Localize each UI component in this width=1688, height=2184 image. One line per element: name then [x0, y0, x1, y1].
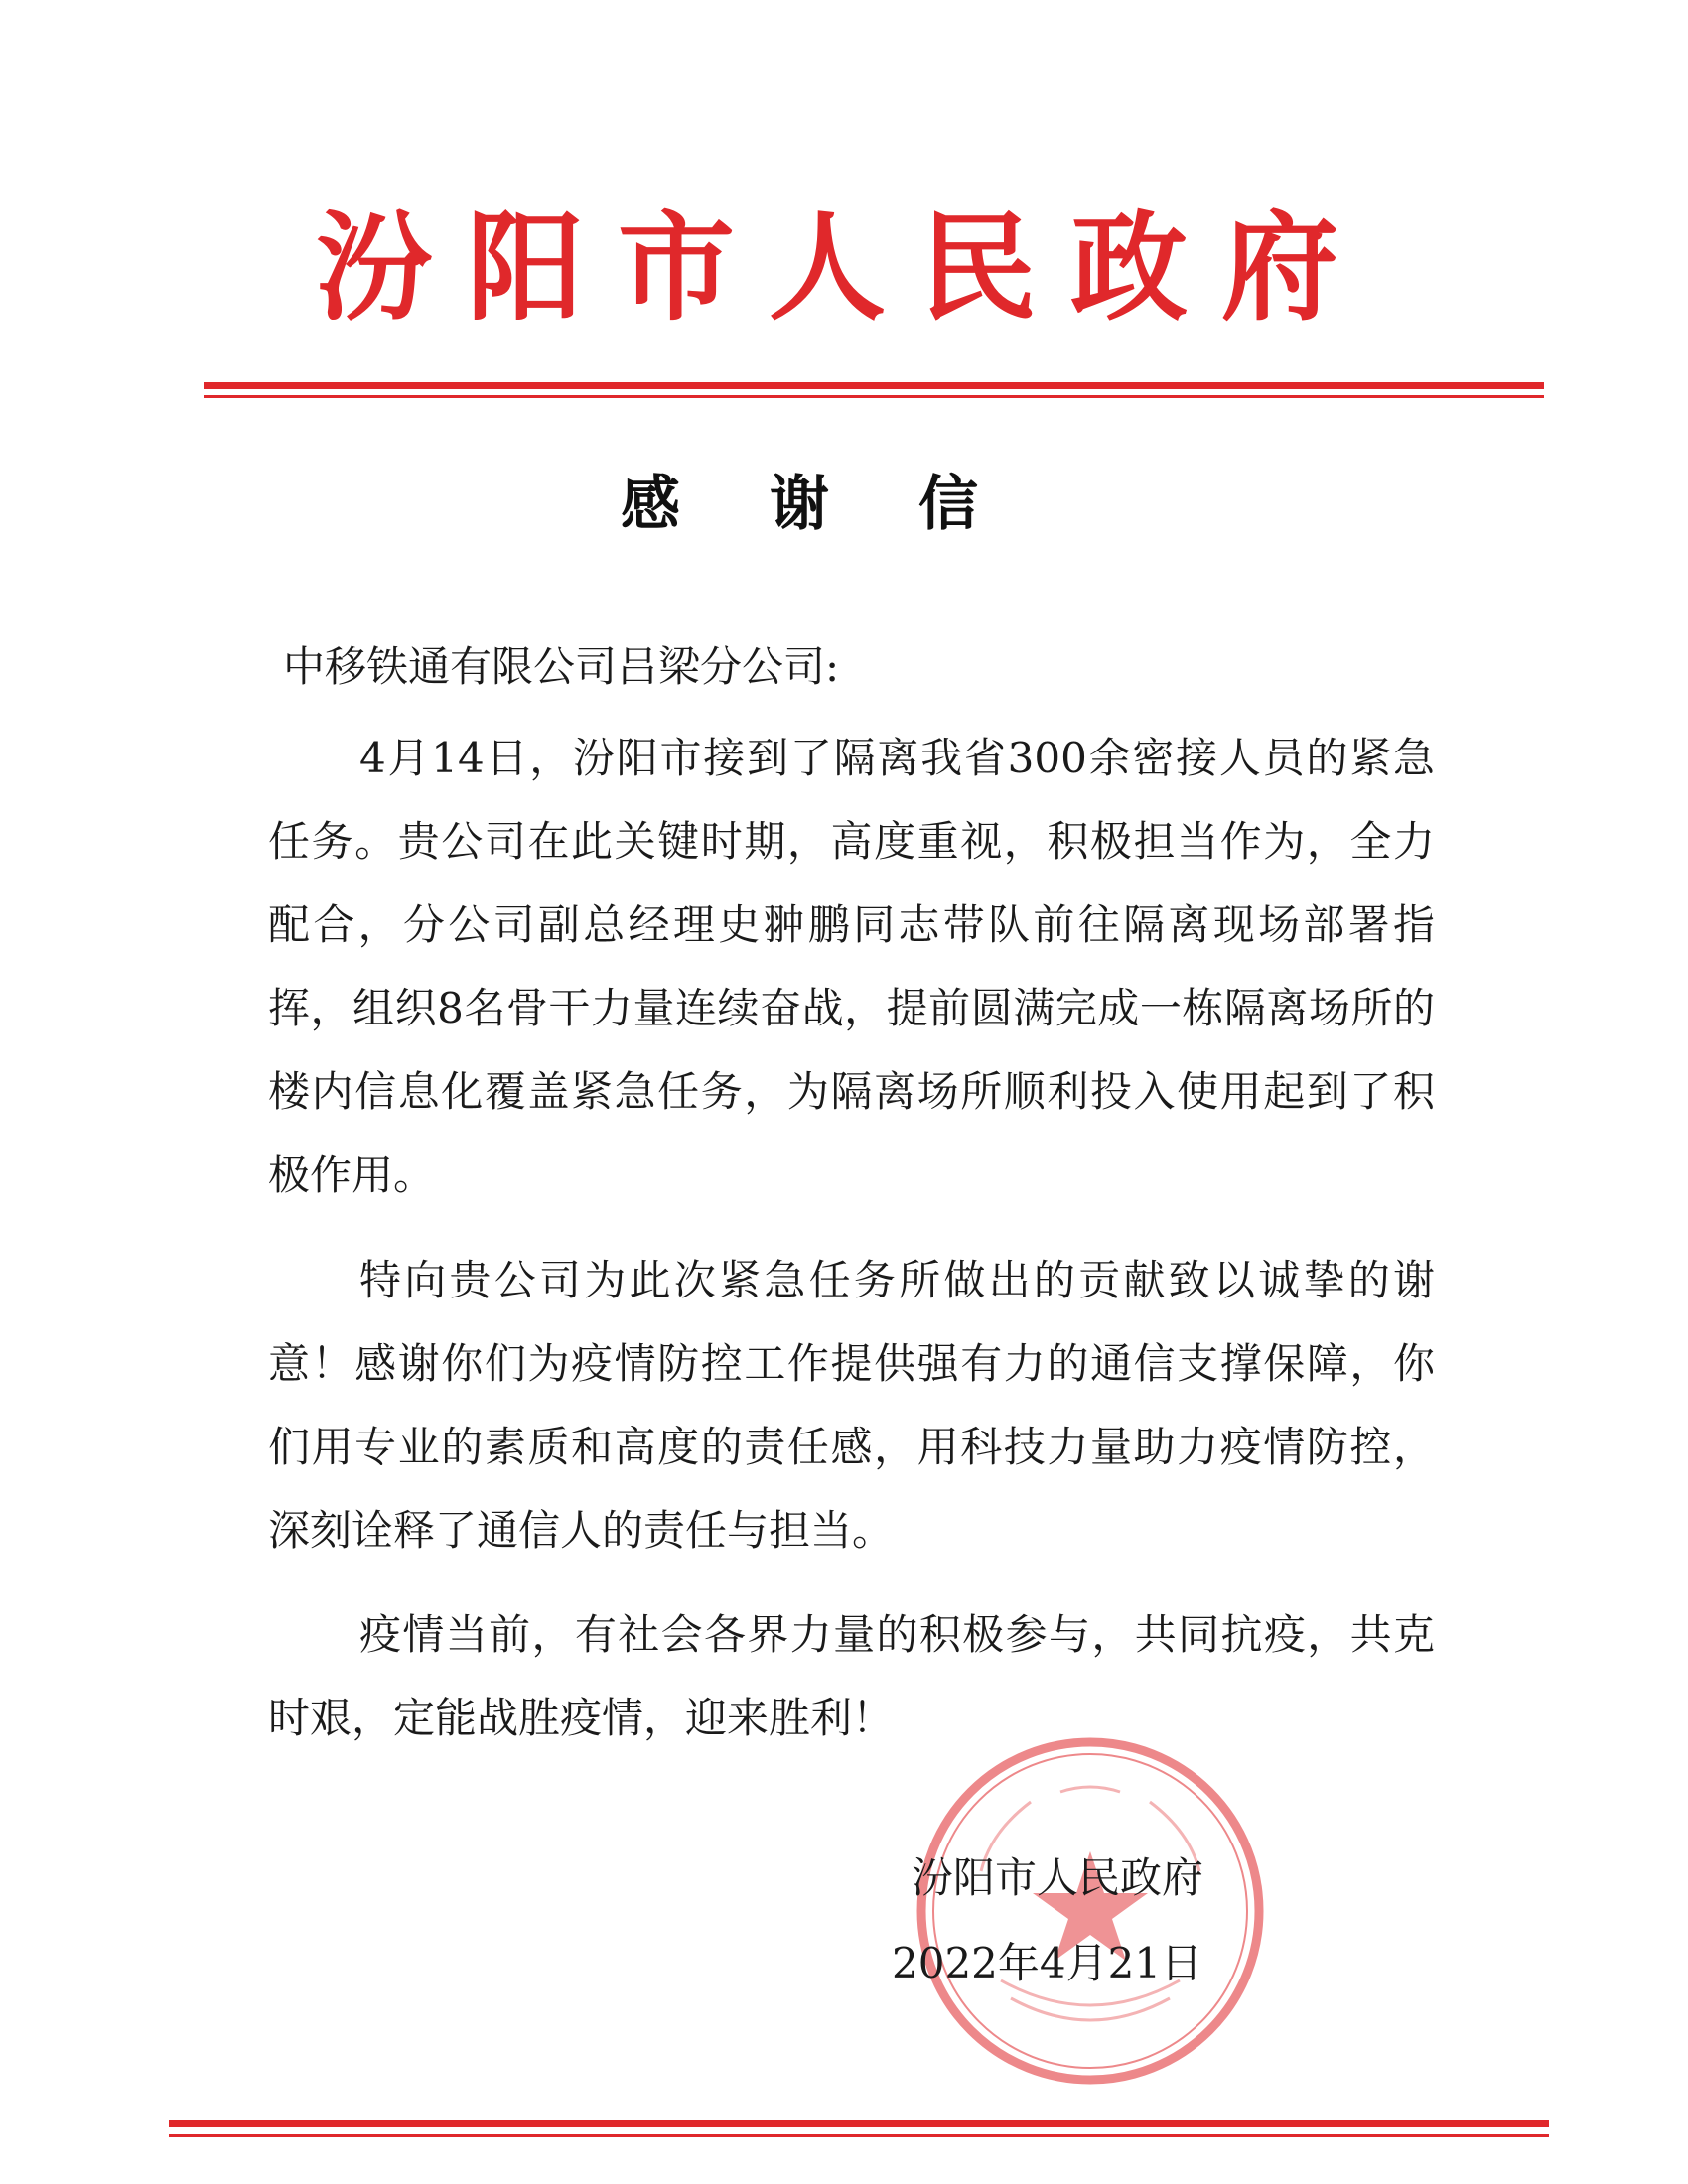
- letter-recipient: 中移铁通有限公司吕梁分公司:: [283, 642, 840, 691]
- letterhead-title: 汾阳市人民政府: [315, 199, 1372, 337]
- letterhead-rule-thin: [204, 395, 1544, 398]
- letter-paragraph-3: 疫情当前，有社会各界力量的积极参与，共同抗疫，共克时艰，定能战胜疫情，迎来胜利！: [268, 1610, 1435, 1742]
- letterhead-rule-thick: [204, 382, 1544, 389]
- footer-rule-thin: [169, 2134, 1549, 2137]
- signature-date: 2022年4月21日: [892, 1939, 1203, 1987]
- letter-paragraph-1: 4月14日，汾阳市接到了隔离我省300余密接人员的紧急任务。贵公司在此关键时期，高度重视，积极担当作为，全力配合，分公司副总经理史翀鹏同志带队前往隔离现场部署指挥，组织8名骨干力量连续奋战，提前圆满完成一栋隔离场所的楼内信息化覆盖紧急任务，为隔离场所顺利投入使用起到了积极作用。: [268, 734, 1435, 1199]
- letter-title: 感谢信: [621, 470, 1067, 539]
- official-seal-icon: [912, 1732, 1269, 2090]
- footer-rule-thick: [169, 2120, 1549, 2127]
- signature-organization: 汾阳市人民政府: [912, 1853, 1204, 1902]
- letter-paragraph-2: 特向贵公司为此次紧急任务所做出的贡献致以诚挚的谢意！感谢你们为疫情防控工作提供强有力的通信支撑保障，你们用专业的素质和高度的责任感，用科技力量助力疫情防控，深刻诠释了通信人的责任与担当。: [268, 1256, 1435, 1555]
